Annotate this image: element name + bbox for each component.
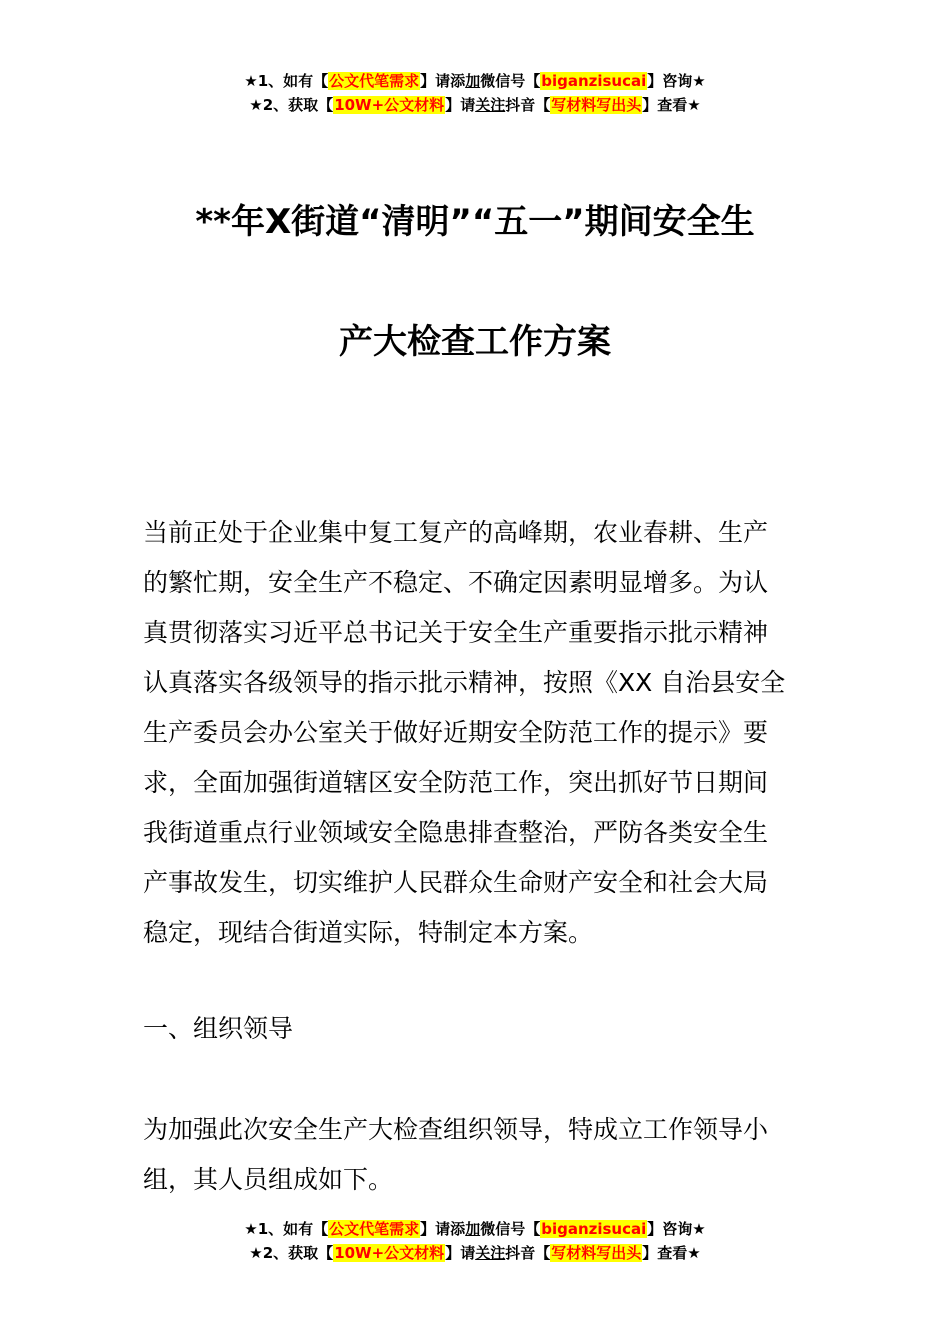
section-heading: [143, 1004, 808, 1054]
document-title-line-1: **年X街道“清明”“五一”期间安全生: [195, 202, 755, 242]
paragraph-line: 为加强此次安全生产大检查组织领导，特成立工作领导小: [143, 1115, 769, 1144]
banner-text: 】请: [445, 96, 476, 114]
banner-text: ★1、如有【: [244, 72, 329, 90]
underlined-text: 加: [465, 1220, 481, 1238]
underlined-text: 关注: [475, 1244, 506, 1262]
highlight-douyin: 写材料写出头: [551, 1244, 642, 1262]
paragraph-line: 组，其人员组成如下。: [143, 1165, 394, 1194]
banner-text: 】查看★: [642, 1244, 701, 1262]
underlined-text: 加: [465, 72, 481, 90]
banner-text: 微信号【: [480, 72, 541, 90]
highlight-douyin: 写材料写出头: [551, 96, 642, 114]
highlight-wechat-id: biganzisucai: [541, 72, 647, 90]
banner-text: 】查看★: [642, 96, 701, 114]
banner-line-2: [0, 1241, 950, 1265]
highlight-service: 公文代笔需求: [329, 1220, 420, 1238]
top-banner: [0, 69, 950, 117]
highlight-wechat-id: biganzisucai: [541, 1220, 647, 1238]
paragraph-line: 产事故发生，切实维护人民群众生命财产安全和社会大局: [143, 868, 769, 897]
highlight-service: 公文代笔需求: [329, 72, 420, 90]
paragraph-line: 稳定，现结合街道实际，特制定本方案。: [143, 918, 594, 947]
highlight-materials: 10W+公文材料: [334, 96, 445, 114]
paragraph-line: 我街道重点行业领域安全隐患排查整治，严防各类安全生: [143, 818, 769, 847]
banner-line-1: [0, 69, 950, 93]
banner-text: 】请: [445, 1244, 476, 1262]
section-heading-text: 一、组织领导: [143, 1014, 294, 1043]
banner-text: 微信号【: [480, 1220, 541, 1238]
banner-text: ★1、如有【: [244, 1220, 329, 1238]
underlined-text: 关注: [475, 96, 506, 114]
banner-text: 】请添: [420, 1220, 466, 1238]
bottom-banner: [0, 1217, 950, 1265]
banner-text: 】咨询★: [647, 72, 706, 90]
paragraph-line: 的繁忙期，安全生产不稳定、不确定因素明显增多。为认: [143, 568, 769, 597]
banner-line-1: [0, 1217, 950, 1241]
banner-text: ★2、获取【: [249, 96, 334, 114]
banner-text: 抖音【: [505, 1244, 551, 1262]
paragraph-line: 求，全面加强街道辖区安全防范工作，突出抓好节日期间: [143, 768, 769, 797]
banner-line-2: [0, 93, 950, 117]
paragraph-line: 当前正处于企业集中复工复产的高峰期，农业春耕、生产: [143, 518, 769, 547]
banner-text: 】请添: [420, 72, 466, 90]
banner-text: 】咨询★: [647, 1220, 706, 1238]
paragraph-line: 真贯彻落实习近平总书记关于安全生产重要指示批示精神: [143, 618, 769, 647]
intro-paragraph: [143, 508, 808, 958]
banner-text: ★2、获取【: [249, 1244, 334, 1262]
paragraph-line: 生产委员会办公室关于做好近期安全防范工作的提示》要: [143, 718, 769, 747]
banner-text: 抖音【: [505, 96, 551, 114]
paragraph-line: 认真落实各级领导的指示批示精神，按照《XX 自治县安全: [143, 668, 786, 697]
section-paragraph: [143, 1105, 808, 1205]
document-title-line-2: 产大检查工作方案: [339, 322, 611, 362]
highlight-materials: 10W+公文材料: [334, 1244, 445, 1262]
